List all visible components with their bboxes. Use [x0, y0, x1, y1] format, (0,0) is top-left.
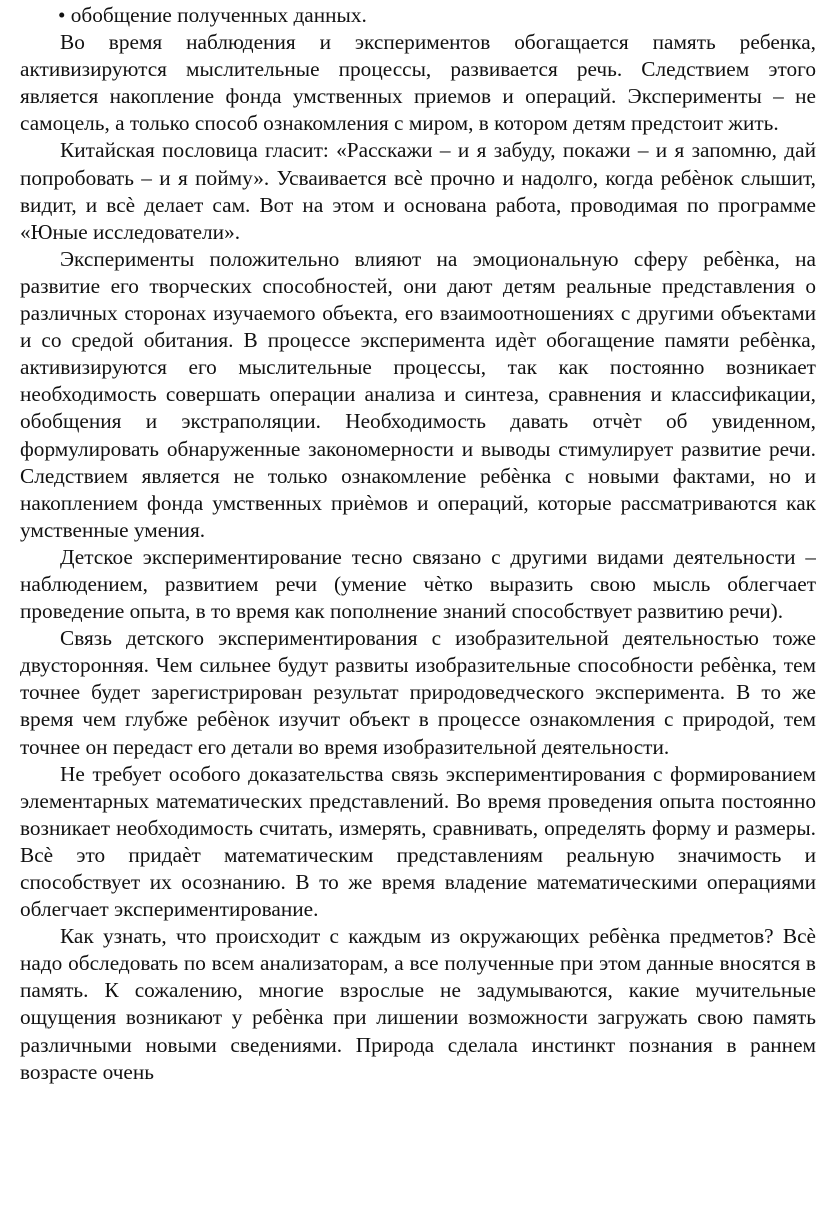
- paragraph-memory: Во время наблюдения и экспериментов обогащается память ребенка, активизируются мыслительные процессы, развивается речь. Следствием этого является накопление фонда умственных приемов и операций. Эксперименты – не самоцель, а только способ ознакомления с миром, в котором детям предстоит жить.: [20, 30, 816, 136]
- paragraph-emotional-sphere: Эксперименты положительно влияют на эмоциональную сферу ребѐнка, на развитие его творческих способностей, они дают детям реальные представления о различных сторонах изучаемого объекта, его взаимоотношениях с другими объектами и со средой обитания. В процессе эксперимента идѐт обогащение памяти ребѐнка, активизируются его мыслительные процессы, так как постоянно возникает необходимость совершать операции анализа и синтеза, сравнения и классификации, обобщения и экстраполяции. Необходимость давать отчѐт об увиденном, формулировать обнаруженные закономерности и выводы стимулирует развитие речи. Следствием является не только ознакомление ребѐнка с новыми фактами, но и накоплением фонда умственных приѐмов и операций, которые рассматриваются как умственные умения.: [20, 246, 816, 542]
- bullet-item: • обобщение полученных данных.: [58, 3, 367, 27]
- paragraph-mathematics: Не требует особого доказательства связь экспериментирования с формированием элементарных математических представлений. Во время проведения опыта постоянно возникает необходимость считать, измерять, сравнивать, определять форму и размеры. Всѐ это придаѐт математическим представлениям реальную значимость и способствует их осознанию. В то же время владение математическими операциями облегчает экспериментирование.: [20, 761, 816, 922]
- paragraph-activities: Детское экспериментирование тесно связано с другими видами деятельности – наблюдением, развитием речи (умение чѐтко выразить свою мысль облегчает проведение опыта, в то время как пополнение знаний способствует развитию речи).: [20, 544, 816, 624]
- document-page: [20, 2, 816, 1086]
- paragraph-proverb: Китайская пословица гласит: «Расскажи – и я забуду, покажи – и я запомню, дай попробовать – и я пойму». Усваивается всѐ прочно и надолго, когда ребѐнок слышит, видит, и всѐ делает сам. Вот на этом и основана работа, проводимая по программе «Юные исследователи».: [20, 138, 816, 244]
- paragraph-analyzers: Как узнать, что происходит с каждым из окружающих ребѐнка предметов? Всѐ надо обследовать по всем анализаторам, а все полученные при этом данные вносятся в память. К сожалению, многие взрослые не задумываются, какие мучительные ощущения возникают у ребѐнка при лишении возможности загружать свою память различными новыми сведениями. Природа сделала инстинкт познания в раннем возрасте очень: [20, 924, 816, 1084]
- paragraph-visual-arts: Связь детского экспериментирования с изобразительной деятельностью тоже двусторонняя. Чем сильнее будут развиты изобразительные способности ребѐнка, тем точнее будет зарегистрирован результат природоведческого эксперимента. В то же время чем глубже ребѐнок изучит объект в процессе ознакомления с природой, тем точнее он передаст его детали во время изобразительной деятельности.: [20, 626, 816, 759]
